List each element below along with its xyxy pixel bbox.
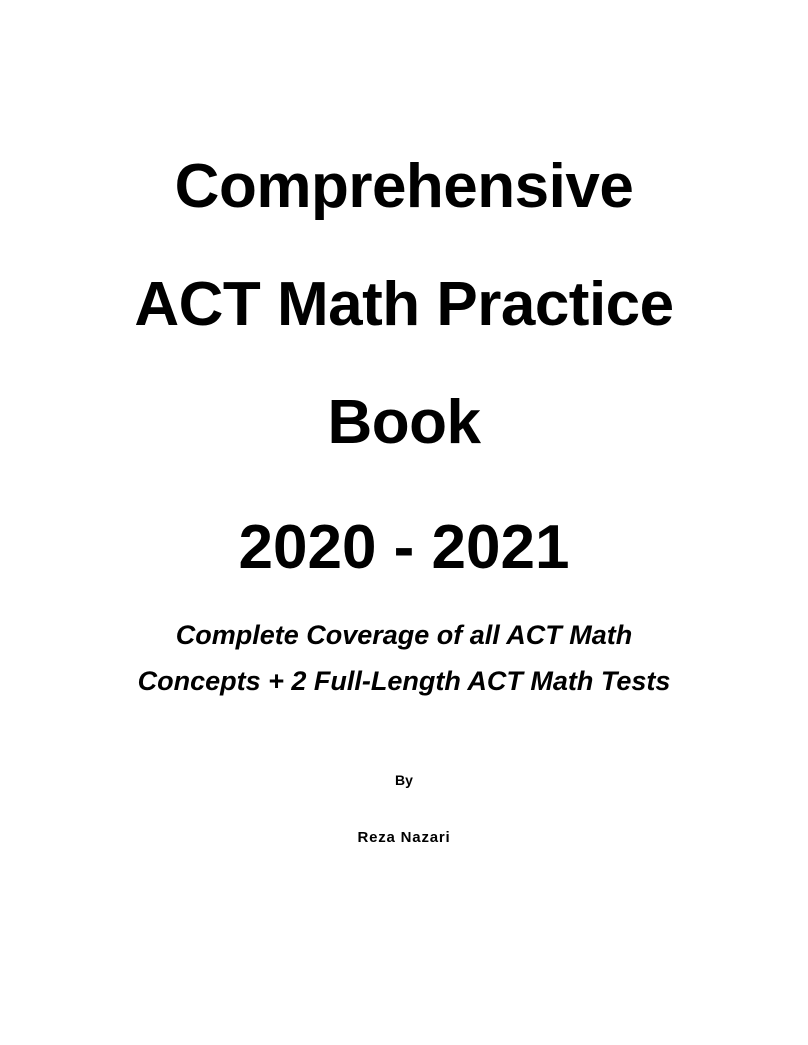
byline	[0, 770, 808, 848]
title-line-3: Book	[327, 388, 481, 457]
title-line-1: Comprehensive	[174, 152, 634, 221]
author-name: Reza Nazari	[357, 829, 451, 846]
page-title	[0, 128, 808, 604]
title-line-2: ACT Math Practice	[134, 270, 674, 339]
title-year-range: 2020 - 2021	[238, 513, 570, 582]
subtitle	[0, 612, 808, 704]
subtitle-line-2: Concepts + 2 Full-Length ACT Math Tests	[137, 666, 671, 696]
by-label: By	[395, 772, 413, 788]
subtitle-line-1: Complete Coverage of all ACT Math	[175, 620, 633, 650]
